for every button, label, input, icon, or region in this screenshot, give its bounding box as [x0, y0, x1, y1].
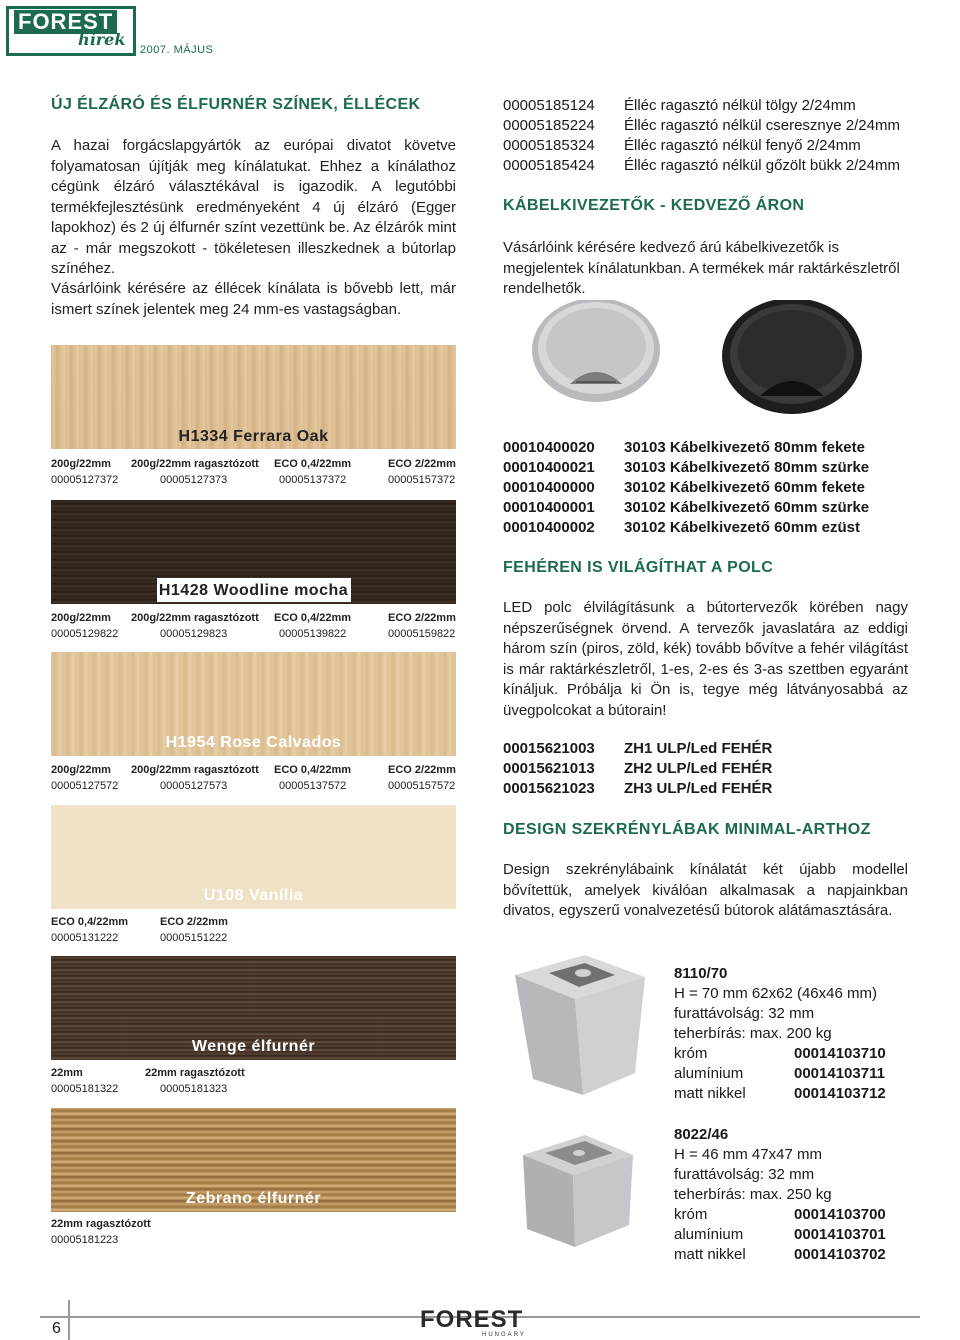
spec-head: 200g/22mm — [51, 764, 111, 776]
spec-head: ECO 0,4/22mm — [274, 458, 352, 470]
leg-model: 8022/46 — [674, 1126, 729, 1143]
item-desc: Élléc ragasztó nélkül tölgy 2/24mm — [624, 97, 856, 114]
spec-head: 200g/22mm — [51, 458, 111, 470]
spec-head: ECO 0,4/22mm — [51, 916, 129, 928]
swatch-ferrara-oak — [51, 345, 456, 449]
list-item — [503, 136, 923, 156]
spec-code: 00005127572 — [51, 780, 119, 792]
list-item — [503, 759, 923, 779]
section-title-cable: KÁBELKIVEZETŐK - KEDVEZŐ ÁRON — [503, 197, 805, 214]
list-item — [503, 156, 923, 176]
item-desc: ZH3 ULP/Led FEHÉR — [624, 780, 773, 797]
intro-paragraph-2: Vásárlóink kérésére az éllécek kínálata is bővebb lett, már ismert színek jelentek meg 24 mm-es vastagságban. — [51, 280, 456, 318]
finish-name: matt nikkel — [674, 1085, 746, 1102]
spec-code: 00005137372 — [279, 474, 347, 486]
spec-head: ECO 2/22mm — [388, 458, 456, 470]
list-item — [503, 458, 923, 478]
swatch-title: Wenge élfurnér — [191, 1038, 316, 1055]
section-title-design: DESIGN SZEKRÉNYLÁBAK MINIMAL-ARTHOZ — [503, 821, 871, 838]
swatch-zebrano — [51, 1108, 456, 1212]
spec-head: 22mm ragasztózott — [145, 1067, 245, 1079]
cable-list — [503, 438, 923, 538]
finish-name: matt nikkel — [674, 1246, 746, 1263]
leg-spec-line: H = 70 mm 62x62 (46x46 mm) — [674, 985, 877, 1002]
spec-head: 200g/22mm ragasztózott — [131, 764, 259, 776]
leg-spec-8022 — [674, 1125, 886, 1265]
item-desc: 30103 Kábelkivezető 80mm fekete — [624, 439, 865, 456]
finish-code: 00014103702 — [794, 1246, 886, 1263]
finish-code: 00014103711 — [794, 1065, 885, 1082]
list-item — [503, 438, 923, 458]
finish-code: 00014103700 — [794, 1206, 886, 1223]
item-desc: Élléc ragasztó nélkül gőzölt bükk 2/24mm — [624, 157, 900, 174]
logo-forest: FOREST — [14, 10, 117, 34]
design-text: Design szekrénylábaink kínálatát két újabb modellel bővítettük, amelyek kiválóan alkalmasak a napjainkban divatos, egyszerű vonalvezetésű bútorok alátámasztására. — [503, 861, 908, 919]
spec-code: 00005139822 — [279, 628, 347, 640]
spec-head: ECO 0,4/22mm — [274, 612, 352, 624]
list-item — [503, 739, 923, 759]
issue-date: 2007. MÁJUS — [140, 44, 214, 56]
swatch-title: U108 Vanília — [203, 887, 304, 904]
swatch-rose-calvados — [51, 652, 456, 756]
item-code: 00010400020 — [503, 439, 595, 456]
item-code: 00005185224 — [503, 117, 595, 134]
swatch-title: H1954 Rose Calvados — [165, 734, 342, 751]
item-code: 00010400002 — [503, 519, 595, 536]
spec-code: 00005181223 — [51, 1234, 119, 1246]
spec-code: 00005159822 — [388, 628, 456, 640]
swatch-u108-vanilia — [51, 805, 456, 909]
spec-code: 00005181322 — [51, 1083, 119, 1095]
finish-row — [674, 1064, 885, 1084]
spec-head: ECO 2/22mm — [388, 612, 456, 624]
item-desc: 30102 Kábelkivezető 60mm fekete — [624, 479, 865, 496]
item-code: 00005185124 — [503, 97, 595, 114]
finish-name: króm — [674, 1206, 708, 1223]
item-code: 00005185324 — [503, 137, 595, 154]
grommet-black-image — [722, 300, 862, 414]
leg-spec-line: furattávolság: 32 mm — [674, 1005, 815, 1022]
spec-head: 200g/22mm ragasztózott — [131, 458, 259, 470]
spec-code: 00005129822 — [51, 628, 119, 640]
item-code: 00015621003 — [503, 740, 595, 757]
item-desc: ZH1 ULP/Led FEHÉR — [624, 740, 773, 757]
finish-row — [674, 1205, 886, 1225]
finish-row — [674, 1084, 886, 1104]
spec-head: 22mm ragasztózott — [51, 1218, 151, 1230]
spec-code: 00005127372 — [51, 474, 119, 486]
spec-head: 22mm — [51, 1067, 83, 1079]
spec-code: 00005157572 — [388, 780, 456, 792]
finish-name: alumínium — [674, 1226, 744, 1243]
leg-8022-image — [523, 1135, 633, 1247]
finish-name: króm — [674, 1045, 708, 1062]
section-title-led: FEHÉREN IS VILÁGÍTHAT A POLC — [503, 559, 774, 576]
finish-name: alumínium — [674, 1065, 744, 1082]
led-text: LED polc élvilágításunk a bútortervezők körében nagy népszerűségnek örvend. A tervezők javaslatára az eddigi három szín (piros, zöld, kék) tovább bővítve a fehér világítást is már raktárkészletről, 1-es, 2-es és 3-as szettben egyaránt kínáljuk. Próbálja ki Ön is, tegye még látványosabbá az üvegpolcokat a bútorain! — [503, 599, 908, 719]
ellec-list — [503, 96, 923, 176]
leg-model: 8110/70 — [674, 965, 728, 982]
intro-paragraph-1: A hazai forgácslapgyártók az európai divatot követve folyamatosan újítják meg kínálatukat. Ehhez a kínálathoz cégünk élzáró választékával is igazodik. A legutóbbi termékfejlesztésünk eredményeként 4 új élzáró (Egger lapokhoz) és 2 új élfurnér színt vezettünk be. Az élzárók mint az - már megszokott - tökéletesen illeszkednek a bútorlap színéhez. — [51, 137, 456, 277]
spec-head: 200g/22mm ragasztózott — [131, 612, 259, 624]
finish-row — [674, 1245, 886, 1265]
item-desc: Élléc ragasztó nélkül fenyő 2/24mm — [624, 137, 861, 154]
spec-code: 00005151222 — [160, 932, 228, 944]
cable-text: Vásárlóink kérésére kedvező árú kábelkivezetők is megjelentek kínálatunkban. A termékek már raktárkészletről rendelhetők. — [503, 239, 900, 297]
cable-grommet-images — [520, 300, 910, 420]
list-item — [503, 518, 923, 538]
swatch-title: Zebrano élfurnér — [185, 1190, 322, 1207]
list-item — [503, 478, 923, 498]
spec-code: 00005129823 — [160, 628, 228, 640]
spec-code: 00005137572 — [279, 780, 347, 792]
logo-hirek: hírek — [78, 30, 126, 49]
swatch-woodline-mocha — [51, 500, 456, 604]
leg-spec-line: teherbírás: max. 250 kg — [674, 1186, 832, 1203]
footer-logo: FOREST — [420, 1306, 524, 1333]
finish-row — [674, 1044, 886, 1064]
finish-code: 00014103712 — [794, 1085, 886, 1102]
leg-spec-8110 — [674, 964, 886, 1104]
spec-head: ECO 2/22mm — [160, 916, 228, 928]
item-code: 00015621013 — [503, 760, 595, 777]
spec-head: 200g/22mm — [51, 612, 111, 624]
swatch-wenge — [51, 956, 456, 1060]
item-code: 00010400001 — [503, 499, 595, 516]
item-desc: 30102 Kábelkivezető 60mm ezüst — [624, 519, 860, 536]
list-item — [503, 96, 923, 116]
page-number: 6 — [52, 1320, 61, 1337]
footer-logo-sub: HUNGARY — [482, 1332, 526, 1338]
list-item — [503, 779, 923, 799]
item-code: 00015621023 — [503, 780, 595, 797]
led-list — [503, 739, 923, 799]
item-code: 00010400000 — [503, 479, 595, 496]
spec-head: ECO 2/22mm — [388, 764, 456, 776]
item-code: 00005185424 — [503, 157, 595, 174]
swatch-title: H1428 Woodline mocha — [158, 582, 349, 599]
spec-head: ECO 0,4/22mm — [274, 764, 352, 776]
finish-code: 00014103701 — [794, 1226, 886, 1243]
item-desc: ZH2 ULP/Led FEHÉR — [624, 760, 773, 777]
leg-spec-line: H = 46 mm 47x47 mm — [674, 1146, 822, 1163]
spec-code: 00005131222 — [51, 932, 119, 944]
spec-code: 00005127373 — [160, 474, 228, 486]
leg-spec-line: teherbírás: max. 200 kg — [674, 1025, 832, 1042]
item-desc: 30102 Kábelkivezető 60mm szürke — [624, 499, 870, 516]
spec-code: 00005157372 — [388, 474, 456, 486]
list-item — [503, 116, 923, 136]
item-desc: Élléc ragasztó nélkül cseresznye 2/24mm — [624, 117, 900, 134]
finish-row — [674, 1225, 886, 1245]
spec-code: 00005181323 — [160, 1083, 228, 1095]
spec-code: 00005127573 — [160, 780, 228, 792]
leg-8110-image — [515, 955, 645, 1095]
grommet-grey-image — [532, 300, 660, 402]
item-code: 00010400021 — [503, 459, 595, 476]
leg-spec-line: furattávolság: 32 mm — [674, 1166, 815, 1183]
swatch-title: H1334 Ferrara Oak — [178, 428, 329, 445]
list-item — [503, 498, 923, 518]
furniture-leg-images — [505, 955, 665, 1255]
item-desc: 30103 Kábelkivezető 80mm szürke — [624, 459, 870, 476]
section-title-edge-colors: ÚJ ÉLZÁRÓ ÉS ÉLFURNÉR SZÍNEK, ÉLLÉCEK — [51, 96, 421, 113]
finish-code: 00014103710 — [794, 1045, 886, 1062]
